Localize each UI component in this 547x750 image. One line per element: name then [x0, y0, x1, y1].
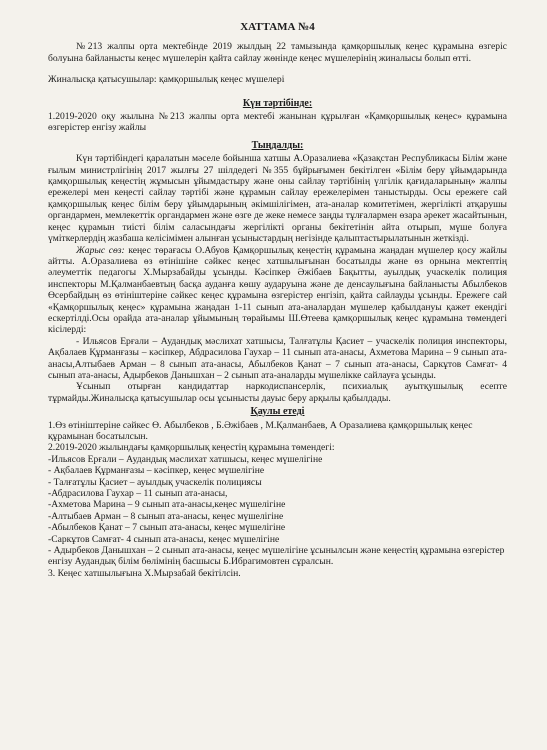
decision-item: - Ақбалаев Құрманғазы – кәсіпкер, кеңес мүшелігіне: [48, 465, 265, 477]
agenda-item: 1.2019-2020 оқу жылына №213 жалпы орта мектебі жанынан құрылған «Қамқоршылық кеңес» құрамына өзгерістер енгізу жайлы: [48, 111, 507, 134]
debate-text: кеңес төрағасы О.Абуов Қамқоршылық кеңестің құрамына жаңадан мүшелер қосу жайлы айтты. А.Оразалиева өз өтінішіне сәйкес кеңес хатшылығынан босатылды және өз орнына мектептің әлеуметтік педагогы Х.Мырзабайды ұсынды. Кәсіпкер Әжібаев Бақытты, ауылдық учаскелік полиция инспекторы М.Қалманбаевтың басқа ауданға көшу аударуына және де денсаулығына байланысты Абылбеков Өсербайдың өз өтініштеріне сәйкес кеңес құрамына өзгерістер енгізіп, қайта сайлауды ұсынды. Ережеге сай «Қамқоршылық кеңес» құрамына жаңадан 1-11 сынып ата-аналардан мүшелер қабылдануы қажет екендігі ескертілді.Осы орайда ата-аналар ұйымының төрайымы Ш.Өтеева қамқоршылық кеңес құрамына төмендегі кісілерді:: [48, 244, 507, 336]
decision-item: -Абылбеков Қанат – 7 сынып ата-анасы, кеңес мүшелігіне: [48, 522, 286, 534]
decision-item: -Ахметова Марина – 9 сынып ата-анасы,кеңес мүшелігіне: [48, 499, 286, 511]
heard-paragraph: Күн тәртібіндегі қаралатын мәселе бойынша хатшы А.Оразалиева «Қазақстан Республикасы Білім және ғылым министрлігінің 2017 жылғы 27 шілдедегі №355 бұйрығымен бекітілген «Білім беру ұйымдарында қамқоршылық кеңестің жұмысын ұйымдастыру және оны сайлау тәртібінің үлгілік қағидаларының» жалпы ережелері мен кеңесті сайлау тәртібі және құрамын сайлау ережелерімен таныстырды. Осы ережеге сай қамқоршылық кеңес білім беру ұйымдарының әкімшілігімен, ата-аналар комитетімен, жергілікті атқарушы органдармен, мемлекеттік органдармен және өзге де жеке немесе заңды тұлғалармен өзара әрекет жасайтынын, кеңес құрамын тиісті білім саласындағы жергілікті органы бекітетінін айта отырып, мүше болуға үміткерлердің жазбаша келісімімен алынған ұсыныстардың негізінде қалыптастырылатынын жеткізді.: [48, 153, 507, 245]
decision-item: 1.Өз өтініштеріне сәйкес Ө. Абылбеков , Б.Әжібаев , М.Қалманбаев, А Оразалиева қамқоршылық кеңес құрамынан босатылсын.: [48, 419, 473, 442]
decision-item: -Саркұтов Самғат- 4 сынып ата-анасы, кеңес мүшелігіне: [48, 533, 280, 545]
intro-paragraph: №213 жалпы орта мектебінде 2019 жылдың 22 тамызында қамқоршылық кеңес құрамына өзгеріс болуына байланысты кеңес мүшелерін қайта сайлау жөнінде кеңес мүшелерінің жиналысы болып өтті.: [48, 41, 507, 64]
attendees-line: Жиналысқа қатысушылар: қамқоршылық кеңес мүшелері: [48, 74, 285, 86]
debate-paragraph: [48, 245, 507, 336]
agenda-heading: Күн тәртібінде:: [242, 97, 313, 109]
decision-item: -Ильясов Ерғали – Аудандық мәслихат хатшысы, кеңес мүшелігіне: [48, 453, 323, 465]
candidates-paragraph: - Ильясов Ерғали – Аудандық мәслихат хатшысы, Талғатұлы Қасиет – учаскелік полиция инспекторы, Ақбалаев Құрманғазы – кәсіпкер, Абдрасилова Гаухар – 11 сынып ата-анасы, Ахметова Марина – 9 сынып ата-анасы,Алтыбаев Арман – 8 сынып ата-анасы, Абылбеков Қанат – 7 сынып ата-анасы, Саркұтов Самғат- 4 сынып ата-анасы, Адырбеков Данышхан – 2 сынып ата-аналарды мүшелікке сайлауға ұсынды.: [48, 335, 507, 381]
decision-list: [48, 420, 507, 580]
decision-item: - Адырбеков Данышхан – 2 сынып ата-анасы, кеңес мүшелігіне ұсынылсын және кеңестің құрамына өзгерістер енгізу Аудандық білім бөлімінің басшысы Б.Ибрагимовтен сұралсын.: [48, 545, 505, 568]
decision-item: -Абдрасилова Гаухар – 11 сынып ата-анасы,: [48, 488, 228, 500]
debate-label: Жарыс сөз:: [76, 244, 125, 256]
heard-heading: Тыңдалды:: [251, 139, 304, 151]
vote-paragraph: Ұсынып отырған кандидаттар наркодиспансерлік, психиалық ауытқушылық есепте тұрмайды.Жиналысқа қатысушылар осы ұсынысты дауыс беру арқылы қабылдады.: [48, 381, 507, 404]
decision-heading: Қаулы етеді: [250, 406, 305, 418]
decision-item: -Алтыбаев Арман – 8 сынып ата-анасы, кеңес мүшелігіне: [48, 510, 284, 522]
decision-item: 2.2019-2020 жылындағы қамқоршылық кеңестің құрамына төмендегі:: [48, 442, 335, 454]
document-title: ХАТТАМА №4: [240, 21, 315, 33]
decision-item: 3. Кеңес хатшылығына Х.Мырзабай бекітілсін.: [48, 567, 241, 579]
decision-item: - Талғатұлы Қасиет – ауылдық учаскелік полициясы: [48, 476, 262, 488]
